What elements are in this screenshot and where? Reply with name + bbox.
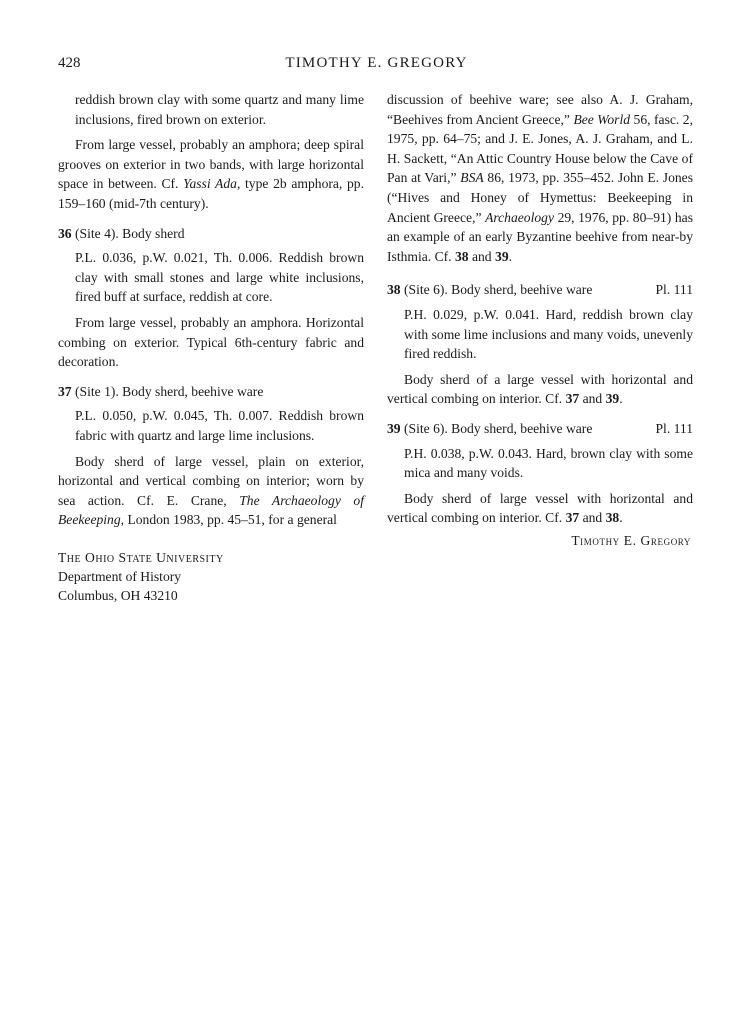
entry-title: (Site 1). Body sherd, beehive ware	[71, 383, 264, 399]
left-column	[58, 90, 364, 536]
comment-text: , type 2b amphora, pp. 159–160 (mid-7th century).	[58, 176, 364, 211]
page-header	[58, 55, 695, 75]
entry-39-comment	[387, 489, 693, 528]
entry-37-heading	[58, 382, 364, 402]
continued-discussion	[387, 90, 693, 266]
entry-38-description: P.H. 0.029, p.W. 0.041. Hard, reddish brown clay with some lime inclusions and many voids, unevenly fired reddish.	[404, 306, 693, 362]
entry-number: 36	[58, 225, 72, 241]
discussion-text: 86, 1973, pp. 355–452. John E. Jones (“Hives and Honey of Hymettus: Beekeeping in Ancient Greece,”	[387, 170, 693, 225]
comment-text: Body sherd of large vessel with horizontal and vertical combing on interior. Cf.	[387, 490, 693, 526]
cross-reference: 38	[605, 510, 620, 526]
entry-title: (Site 6). Body sherd, beehive ware	[400, 420, 593, 436]
cross-reference: 37	[565, 510, 580, 526]
comment-text: Body sherd of large vessel, plain on exterior, horizontal and vertical combing on interior; worn by sea action. Cf. E. Crane,	[58, 453, 364, 508]
journal-title: Bee World	[573, 111, 631, 127]
department: Department of History	[58, 569, 182, 584]
page-number: 428	[58, 55, 81, 71]
discussion-text: discussion of beehive ware; see also A. J. Graham, “Beehives from Ancient Greece,”	[387, 92, 693, 127]
right-column	[387, 90, 693, 534]
entry-number: 37	[58, 383, 72, 399]
plate-reference: Pl. 111	[655, 282, 693, 298]
comment-text: and	[579, 510, 606, 526]
entry-39-description: P.H. 0.038, p.W. 0.043. Hard, brown clay with some mica and many voids.	[404, 445, 693, 481]
entry-36-heading	[58, 224, 364, 244]
continued-description: reddish brown clay with some quartz and many lime inclusions, fired brown on exterior.	[75, 92, 364, 127]
entry-36-comment: From large vessel, probably an amphora. Horizontal combing on exterior. Typical 6th-century fabric and decoration.	[58, 314, 364, 370]
entry-title: (Site 6). Body sherd, beehive ware	[400, 282, 593, 298]
comment-text: .	[619, 391, 623, 407]
institution: The Ohio State University	[58, 550, 224, 565]
entry-37-description: P.L. 0.050, p.W. 0.045, Th. 0.007. Reddish brown fabric with quartz and large lime inclusions.	[75, 408, 364, 443]
continued-comment	[58, 135, 364, 213]
cross-reference: 37	[565, 391, 580, 407]
cross-reference: 38	[454, 248, 469, 264]
plate-reference: Pl. 111	[655, 420, 693, 436]
author-address	[58, 548, 224, 605]
entry-number: 38	[387, 282, 401, 298]
entry-38-heading	[387, 280, 693, 300]
comment-text: From large vessel, probably an amphora; deep spiral grooves on exterior in two bands, with large horizontal space in between. Cf.	[58, 137, 364, 192]
entry-37-comment	[58, 452, 364, 530]
reference-title: Yassi Ada	[183, 176, 237, 192]
entry-title: (Site 4). Body sherd	[71, 225, 185, 241]
entry-36-description: P.L. 0.036, p.W. 0.021, Th. 0.006. Reddish brown clay with small stones and large white inclusions, fired buff at surface, reddish at core.	[75, 250, 364, 305]
cross-reference: 39	[605, 391, 620, 407]
entry-number: 39	[387, 420, 401, 436]
discussion-text: 29, 1976, pp. 80–91) has an example of an early Byzantine beehive from near-by Isthmia. Cf.	[387, 209, 693, 264]
running-head: TIMOTHY E. GREGORY	[285, 55, 468, 71]
comment-text: .	[619, 510, 623, 526]
entry-39-heading	[387, 419, 693, 439]
journal-title: Archaeology	[485, 209, 555, 225]
city: Columbus, OH 43210	[58, 588, 178, 603]
reference-title: The Archaeology of Beekeeping	[58, 492, 364, 528]
comment-text: and	[579, 391, 606, 407]
cross-reference: 39	[495, 248, 509, 264]
discussion-text: and	[468, 248, 496, 264]
comment-text: Body sherd of a large vessel with horizontal and vertical combing on interior. Cf.	[387, 371, 693, 407]
entry-38-comment	[387, 370, 693, 409]
discussion-text: .	[508, 248, 513, 264]
comment-text: , London 1983, pp. 45–51, for a general	[120, 512, 337, 528]
journal-title: BSA	[460, 170, 484, 186]
author-signature: Timothy E. Gregory	[571, 533, 691, 548]
discussion-text: 56, fasc. 2, 1975, pp. 64–75; and J. E. Jones, A. J. Graham, and L. H. Sackett, “An Attic Country House below the Cave of Pan at Vari,”	[387, 111, 693, 186]
